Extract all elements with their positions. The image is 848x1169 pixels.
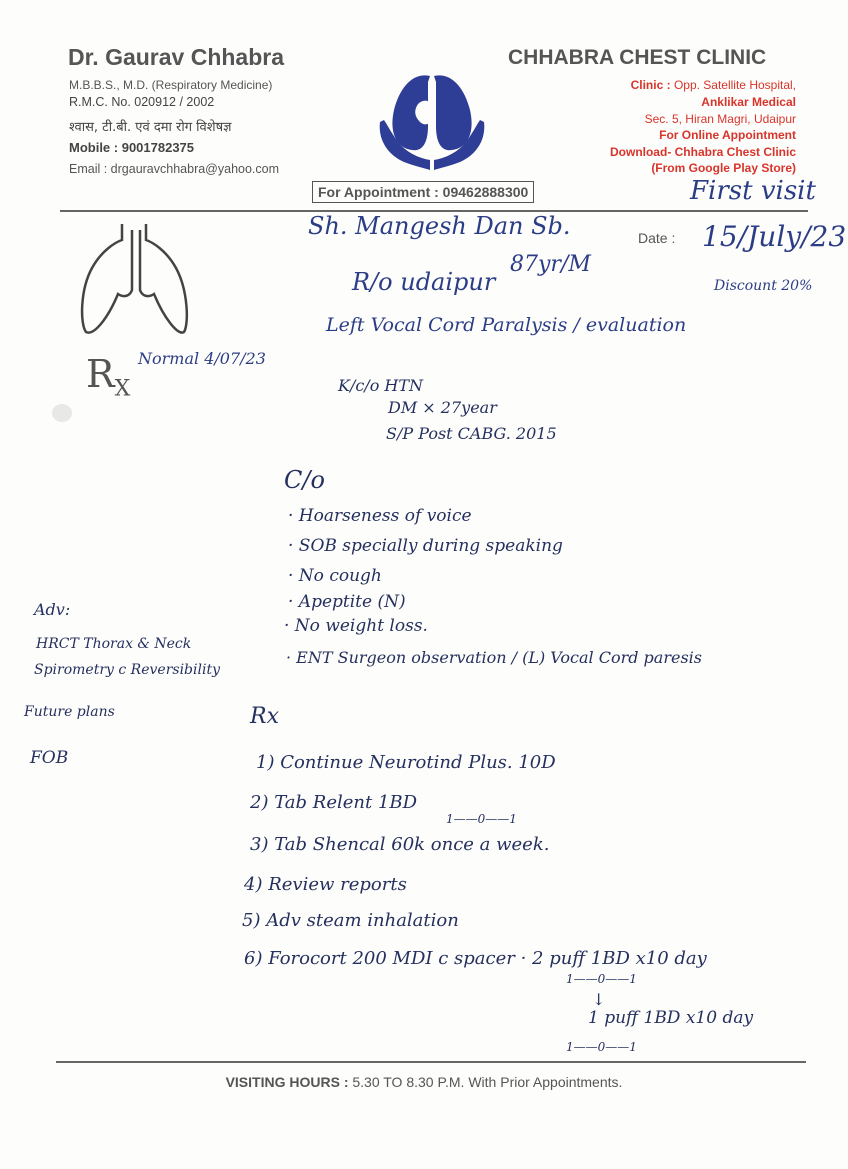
doctor-qualifications: M.B.B.S., M.D. (Respiratory Medicine) (69, 78, 273, 92)
rx-item: 5) Adv steam inhalation (242, 910, 459, 931)
visiting-hours-label: VISITING HOURS : (225, 1074, 349, 1090)
doctor-name: Dr. Gaurav Chhabra (68, 44, 285, 70)
complaint-item: · No cough (288, 566, 382, 586)
complaint-item: · Hoarseness of voice (288, 506, 472, 526)
schedule-arrow-icon: ↓ (592, 990, 606, 1009)
email-address: Email : drgauravchhabra@yahoo.com (69, 162, 280, 176)
footer-divider (56, 1061, 806, 1063)
complaint-item: · SOB specially during speaking (288, 536, 563, 556)
clinic-name: CHHABRA CHEST CLINIC (508, 46, 767, 69)
kco-line-1: K/c/o HTN (338, 376, 424, 395)
punch-hole (52, 404, 72, 422)
future-plans-item: FOB (30, 748, 69, 768)
rx-subscript: X (114, 376, 131, 402)
rx-item-6-schedule: 1——0——1 (566, 972, 637, 986)
clinic-logo (374, 70, 490, 176)
date-label: Date : (638, 230, 676, 246)
appointment-number: For Appointment : 09462888300 (312, 181, 534, 203)
advice-heading: Adv: (34, 600, 71, 619)
rx-symbol: Rx (250, 704, 279, 729)
clinic-label: Clinic : (630, 78, 671, 92)
future-plans-label: Future plans (24, 704, 115, 720)
online-appointment-line: For Online Appointment (659, 128, 796, 142)
complaints-heading: C/o (284, 466, 325, 494)
visiting-hours-text: 5.30 TO 8.30 P.M. With Prior Appointments. (352, 1074, 623, 1090)
patient-residence: R/o udaipur (352, 268, 496, 296)
patient-age-sex: 87yr/M (510, 252, 591, 277)
mobile-number: Mobile : 9001782375 (69, 140, 195, 155)
lung-exam-note: Normal 4/07/23 (138, 349, 266, 368)
complaint-item: · ENT Surgeon observation / (L) Vocal Cord paresis (286, 648, 702, 667)
lung-diagram (78, 220, 190, 350)
rx-header-symbol (86, 352, 130, 402)
clinic-address-line-2: Anklikar Medical (701, 95, 796, 109)
clinic-address-line-3: Sec. 5, Hiran Magri, Udaipur (644, 112, 796, 126)
rx-letter: R (86, 352, 115, 396)
clinic-address-text: Opp. Satellite Hospital, (673, 78, 796, 92)
kco-line-3: S/P Post CABG. 2015 (386, 424, 557, 443)
referral-reason: Left Vocal Cord Paralysis / evaluation (326, 314, 687, 336)
patient-name: Sh. Mangesh Dan Sb. (308, 212, 571, 240)
app-download-line: Download- Chhabra Chest Clinic (609, 145, 796, 159)
rx-item-2-schedule: 1——0——1 (446, 812, 517, 826)
rx-item: 2) Tab Relent 1BD (250, 792, 418, 813)
clinic-address-line-1 (631, 78, 796, 92)
rmc-number: R.M.C. No. 020912 / 2002 (69, 95, 215, 109)
complaint-item: · No weight loss. (284, 616, 428, 636)
visiting-hours (0, 1074, 848, 1090)
complaint-item: · Apeptite (N) (288, 592, 406, 612)
rx-item-6-followup-schedule: 1——0——1 (566, 1040, 637, 1054)
discount-note: Discount 20% (714, 278, 813, 294)
rx-item: 3) Tab Shencal 60k once a week. (250, 834, 550, 855)
rx-item: 6) Forocort 200 MDI c spacer · 2 puff 1BD x10 day (244, 948, 707, 969)
visit-date: 15/July/23 (702, 220, 847, 253)
advice-line-1: HRCT Thorax & Neck (36, 636, 192, 652)
rx-item: 1) Continue Neurotind Plus. 10D (256, 752, 556, 773)
rx-item: 4) Review reports (244, 874, 407, 895)
advice-line-2: Spirometry c Reversibility (34, 662, 220, 678)
kco-line-2: DM × 27year (388, 398, 497, 417)
visit-note: First visit (690, 176, 816, 206)
rx-item-6-followup: 1 puff 1BD x10 day (588, 1008, 754, 1028)
specialty-hindi: श्वास, टी.बी. एवं दमा रोग विशेषज्ञ (69, 120, 232, 135)
google-play-line: (From Google Play Store) (651, 161, 796, 175)
